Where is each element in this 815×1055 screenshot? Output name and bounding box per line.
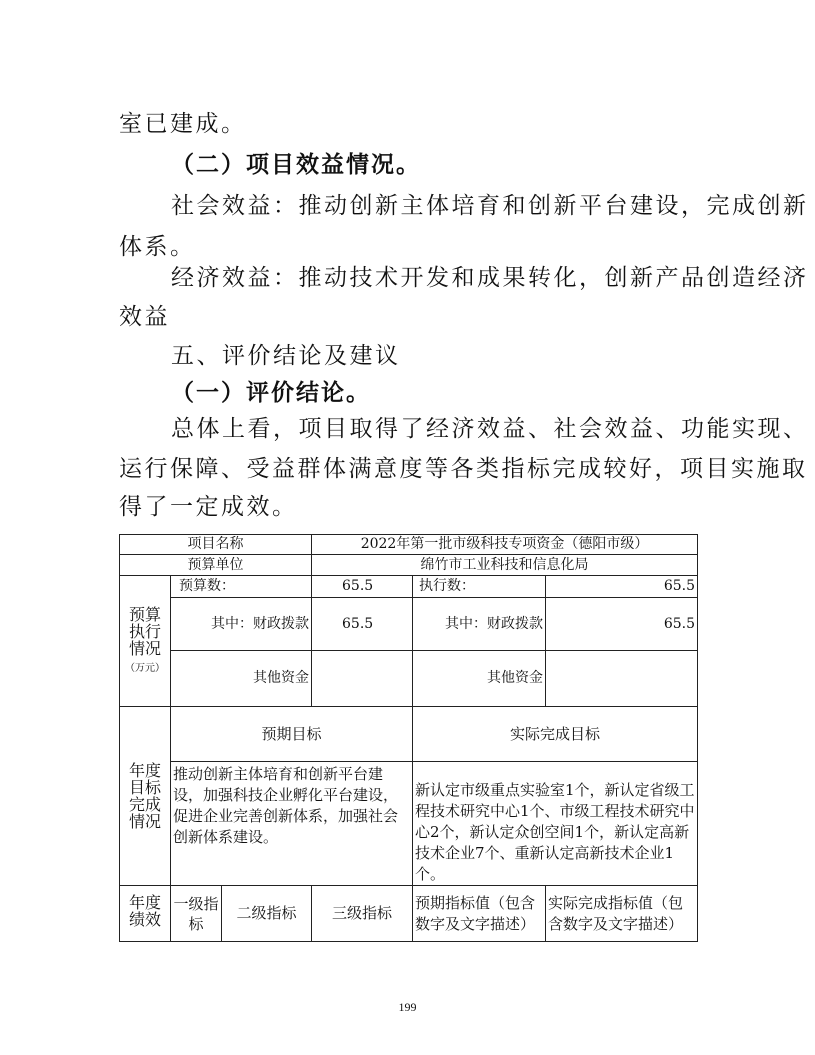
annual-goal-label-line3: 完成: [128, 795, 161, 814]
exec-amount-label: 执行数：: [413, 576, 546, 598]
annual-performance-label-line2: 绩效: [128, 910, 161, 929]
expected-goal-text: 推动创新主体培育和创新平台建设，加强科技企业孵化平台建设，促进企业完善创新体系，加强社会创新体系建设。: [171, 762, 413, 886]
other-funds-budget-value: [312, 651, 413, 707]
level2-indicator-header: 二级指标: [222, 886, 312, 942]
fiscal-allocation-label: 其中：财政拨款: [171, 598, 312, 651]
actual-goal-header: 实际完成目标: [413, 707, 698, 762]
paragraph-social-benefit-line1: 社会效益：推动创新主体培育和创新平台建设，完成创新: [171, 193, 809, 219]
actual-value-header: 实际完成指标值（包含数字及文字描述）: [546, 886, 698, 942]
level3-indicator-header: 三级指标: [312, 886, 413, 942]
paragraph-summary-line3: 得了一定成效。: [119, 494, 298, 520]
budget-execution-unit: （万元）: [125, 663, 165, 674]
other-funds-label: 其他资金: [171, 651, 312, 707]
paragraph-economic-benefit-line1: 经济效益：推动技术开发和成果转化，创新产品创造经济: [171, 265, 809, 291]
budget-amount-label: 预算数：: [171, 576, 312, 598]
budget-execution-label-line2: 执行: [128, 622, 161, 641]
annual-goal-label-line4: 情况: [128, 812, 161, 831]
annual-performance-label-line1: 年度: [128, 893, 161, 912]
level1-indicator-header: [171, 886, 222, 942]
section-heading-benefits: （二）项目效益情况。: [171, 152, 421, 178]
budget-execution-label: [120, 576, 171, 707]
other-funds-exec-value: [546, 651, 698, 707]
performance-table: [119, 534, 698, 942]
annual-goal-label-line1: 年度: [128, 761, 161, 780]
budget-unit-value: 绵竹市工业科技和信息化局: [312, 555, 698, 576]
project-name-value: 2022年第一批市级科技专项资金（德阳市级）: [312, 535, 698, 555]
budget-execution-label-line3: 情况: [128, 639, 161, 658]
level1-indicator-header-line1: 一级指: [173, 894, 219, 913]
fiscal-allocation-budget-value: 65.5: [312, 598, 413, 651]
level1-indicator-header-line2: 标: [188, 914, 204, 933]
budget-unit-label: 预算单位: [120, 555, 312, 576]
exec-amount-value: 65.5: [546, 576, 698, 598]
page-number: 199: [398, 1000, 417, 1014]
other-funds-exec-label: 其他资金: [413, 651, 546, 707]
subsection-heading-conclusion: （一）评价结论。: [171, 380, 371, 406]
paragraph-economic-benefit-line2: 效益: [119, 304, 170, 330]
project-name-label: 项目名称: [120, 535, 312, 555]
paragraph-social-benefit-line2: 体系。: [119, 234, 196, 260]
annual-performance-label: [120, 886, 171, 942]
budget-execution-label-line1: 预算: [128, 605, 161, 624]
budget-amount-value: 65.5: [312, 576, 413, 598]
paragraph-summary-line2: 运行保障、受益群体满意度等各类指标完成较好，项目实施取: [119, 456, 808, 482]
paragraph-continuation: 室已建成。: [119, 111, 247, 137]
expected-value-header: 预期指标值（包含数字及文字描述）: [413, 886, 546, 942]
actual-goal-text: 新认定市级重点实验室1个，新认定省级工程技术研究中心1个、市级工程技术研究中心2个，新认定众创空间1个，新认定高新技术企业7个、重新认定高新技术企业1个。: [413, 762, 698, 886]
annual-goal-label-line2: 目标: [128, 778, 161, 797]
fiscal-allocation-exec-value: 65.5: [546, 598, 698, 651]
annual-goal-label: [120, 707, 171, 886]
paragraph-summary-line1: 总体上看，项目取得了经济效益、社会效益、功能实现、: [171, 416, 809, 442]
expected-goal-header: 预期目标: [171, 707, 413, 762]
fiscal-allocation-exec-label: 其中：财政拨款: [413, 598, 546, 651]
section-heading-conclusions: 五、评价结论及建议: [171, 343, 401, 369]
